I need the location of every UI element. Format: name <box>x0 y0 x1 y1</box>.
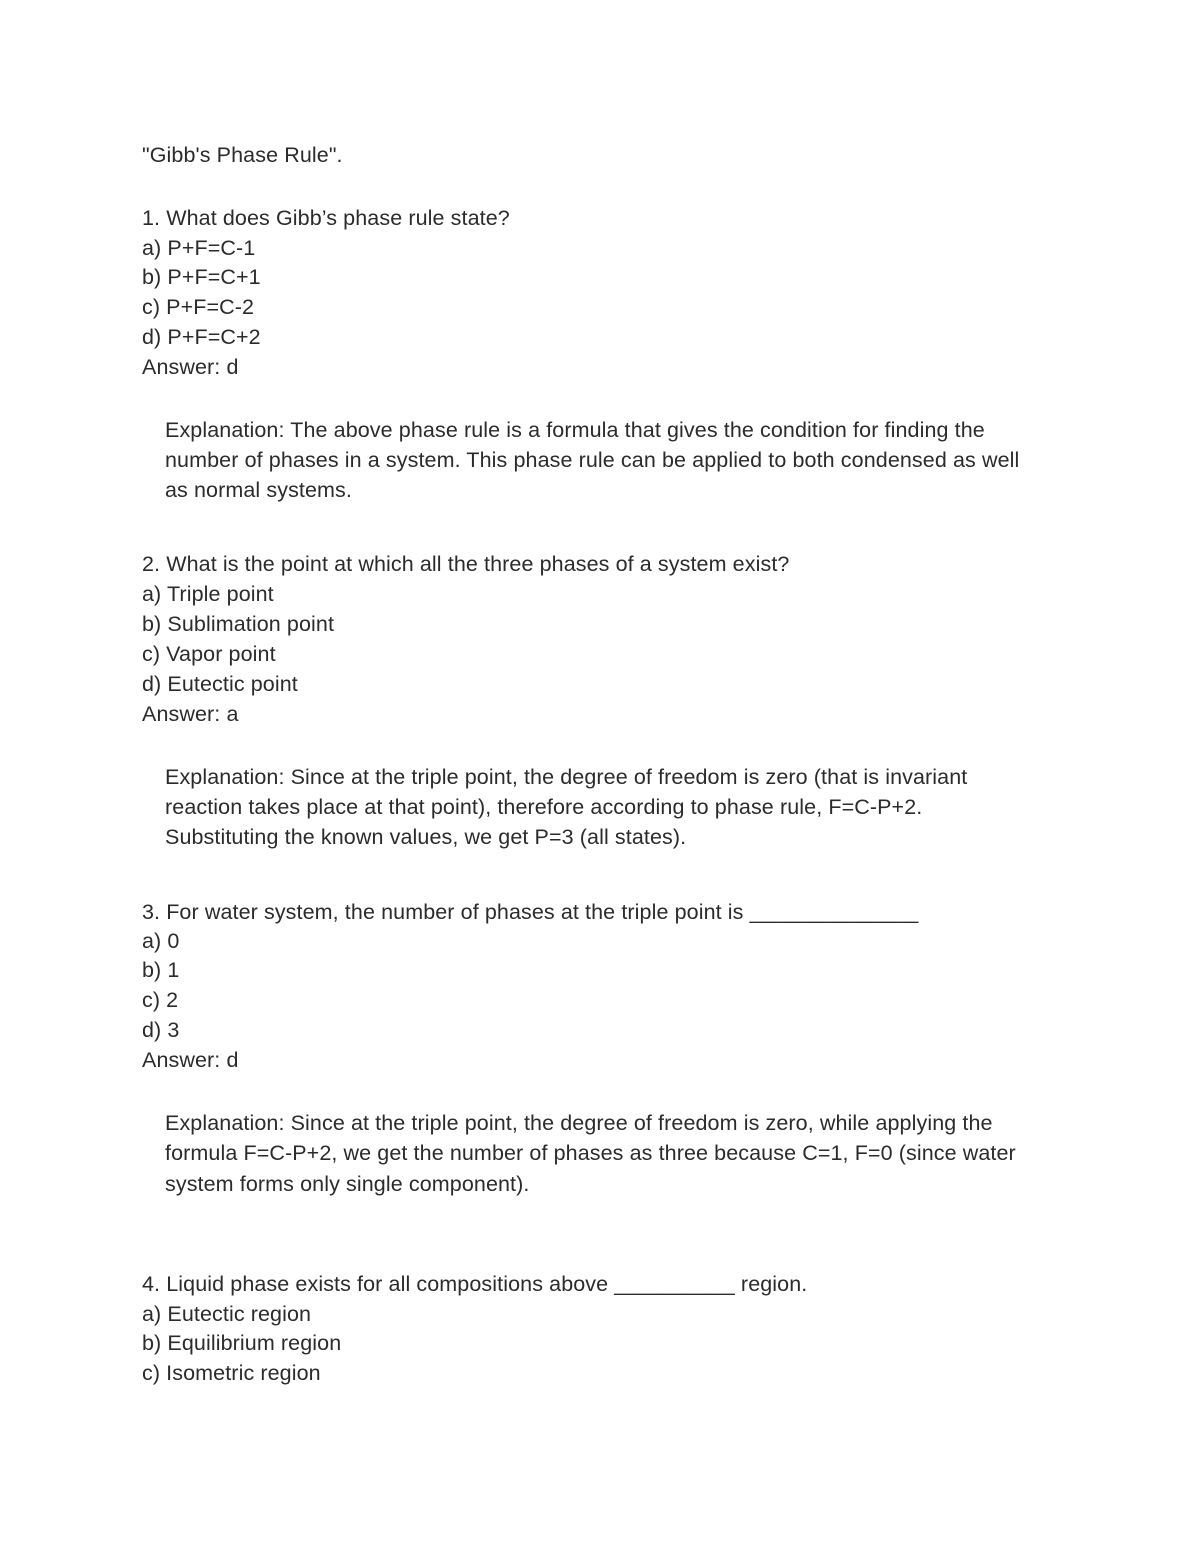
question-2-answer: Answer: a <box>142 702 239 726</box>
question-3-explanation-line-2: formula F=C-P+2, we get the number of phases as three because C=1, F=0 (since water <box>165 1141 1016 1165</box>
question-3-explanation-line-1: Explanation: Since at the triple point, the degree of freedom is zero, while applying the <box>165 1111 993 1135</box>
question-4-option-a: a) Eutectic region <box>142 1302 312 1326</box>
question-1-option-c: c) P+F=C-2 <box>142 295 255 319</box>
question-2-option-b: b) Sublimation point <box>142 612 335 636</box>
question-4-text: 4. Liquid phase exists for all compositions above __________ region. <box>142 1272 808 1296</box>
question-3-explanation-line-3: system forms only single component). <box>165 1172 530 1196</box>
question-2-explanation-line-2: reaction takes place at that point), therefore according to phase rule, F=C-P+2. <box>165 795 923 819</box>
question-3-answer: Answer: d <box>142 1048 239 1072</box>
question-3-option-a: a) 0 <box>142 929 180 953</box>
question-2-text: 2. What is the point at which all the three phases of a system exist? <box>142 552 790 576</box>
question-2-option-a: a) Triple point <box>142 582 274 606</box>
question-4-option-c: c) Isometric region <box>142 1361 321 1385</box>
question-1-answer: Answer: d <box>142 355 239 379</box>
question-4-option-b: b) Equilibrium region <box>142 1331 342 1355</box>
question-2-option-c: c) Vapor point <box>142 642 276 666</box>
question-3-option-d: d) 3 <box>142 1018 180 1042</box>
document-title: "Gibb's Phase Rule". <box>142 143 343 167</box>
question-3-text: 3. For water system, the number of phases at the triple point is ______________ <box>142 900 919 924</box>
question-3-option-c: c) 2 <box>142 988 179 1012</box>
question-1-explanation-line-3: as normal systems. <box>165 478 352 502</box>
question-1-option-b: b) P+F=C+1 <box>142 265 261 289</box>
question-3-option-b: b) 1 <box>142 958 180 982</box>
question-1-option-a: a) P+F=C-1 <box>142 236 256 260</box>
question-2-option-d: d) Eutectic point <box>142 672 298 696</box>
question-1-text: 1. What does Gibb’s phase rule state? <box>142 206 510 230</box>
question-2-explanation-line-1: Explanation: Since at the triple point, the degree of freedom is zero (that is invariant <box>165 765 968 789</box>
question-1-explanation-line-2: number of phases in a system. This phase rule can be applied to both condensed as well <box>165 448 1020 472</box>
question-1-explanation-line-1: Explanation: The above phase rule is a formula that gives the condition for finding the <box>165 418 985 442</box>
question-1-option-d: d) P+F=C+2 <box>142 325 261 349</box>
question-2-explanation-line-3: Substituting the known values, we get P=3 (all states). <box>165 825 687 849</box>
